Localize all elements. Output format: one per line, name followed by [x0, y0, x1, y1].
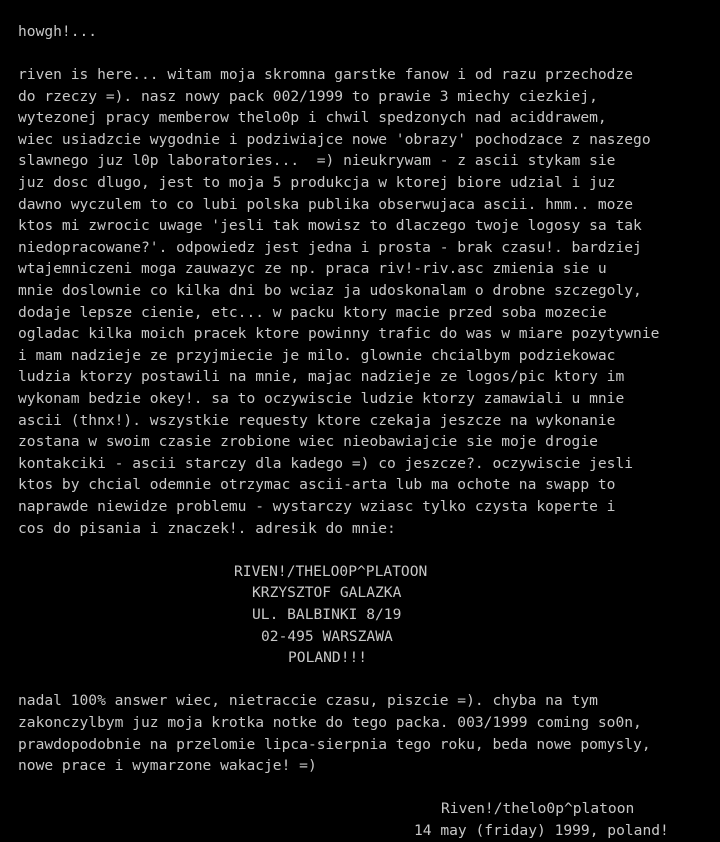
closing-line: nowe prace i wymarzone wakacje! =): [18, 757, 317, 774]
body-line: ascii (thnx!). wszystkie requesty ktore czekaja jeszcze na wykonanie: [18, 412, 616, 429]
body-line: naprawde niewidze problemu - wystarczy wziasc tylko czysta koperte i: [18, 498, 616, 515]
body-line: dawno wyczulem to co lubi polska publika obserwujaca ascii. hmm.. moze: [18, 196, 634, 213]
body-line: wtajemniczeni moga zauwazyc ze np. praca riv!-riv.asc zmienia sie u: [18, 260, 607, 277]
body-line: slawnego juz l0p laboratories... =) nieukrywam - z ascii stykam sie: [18, 152, 616, 169]
body-line: kontakciki - ascii starczy dla kadego =) co jeszcze?. oczywiscie jesli: [18, 455, 634, 472]
body-line: mnie doslownie co kilka dni bo wciaz ja udoskonalam o drobne szczegoly,: [18, 282, 642, 299]
body-line: ludzia ktorzy postawili na mnie, majac nadzieje ze logos/pic ktory im: [18, 368, 625, 385]
body-line: ktos mi zwrocic uwage 'jesli tak mowisz to dlaczego twoje logosy sa tak: [18, 217, 642, 234]
body-line: i mam nadzieje ze przyjmiecie je milo. glownie chcialbym podziekowac: [18, 347, 616, 364]
body-line: riven is here... witam moja skromna garstke fanow i od razu przechodze: [18, 66, 634, 83]
address-line-country: POLAND!!!: [288, 649, 368, 666]
body-line: dodaje lepsze cienie, etc... w packu ktory macie przed soba mozecie: [18, 304, 607, 321]
address-line-street: UL. BALBINKI 8/19: [252, 606, 402, 623]
body-line: ogladac kilka moich pracek ktore powinny trafic do was w miare pozytywnie: [18, 325, 660, 342]
body-line: ktos by chcial odemnie otrzymac ascii-arta lub ma ochote na swapp to: [18, 476, 616, 493]
body-line: niedopracowane?'. odpowiedz jest jedna i prosta - brak czasu!. bardziej: [18, 239, 642, 256]
signature-date: 14 may (friday) 1999, poland!: [414, 822, 669, 839]
body-line: wytezonej pracy memberow thelo0p i chwil spedzonych nad aciddrawem,: [18, 109, 607, 126]
address-line-city: 02-495 WARSZAWA: [261, 628, 393, 645]
body-line: do rzeczy =). nasz nowy pack 002/1999 to prawie 3 miechy ciezkiej,: [18, 88, 598, 105]
body-line: juz dosc dlugo, jest to moja 5 produkcja w ktorej biore udzial i juz: [18, 174, 616, 191]
closing-line: prawdopodobnie na przelomie lipca-sierpnia tego roku, beda nowe pomysly,: [18, 736, 651, 753]
body-line: wykonam bedzie okey!. sa to oczywiscie ludzie ktorzy zamawiali u mnie: [18, 390, 625, 407]
greeting-line: howgh!...: [18, 23, 98, 40]
closing-line: nadal 100% answer wiec, nietraccie czasu, piszcie =). chyba na tym: [18, 692, 598, 709]
address-line-person: KRZYSZTOF GALAZKA: [252, 584, 402, 601]
body-line: cos do pisania i znaczek!. adresik do mnie:: [18, 520, 396, 537]
address-line-name: RIVEN!/THELO0P^PLATOON: [234, 563, 428, 580]
signature-name: Riven!/thelo0p^platoon: [441, 800, 635, 817]
body-line: zostana w swoim czasie zrobione wiec nieobawiajcie sie moje drogie: [18, 433, 598, 450]
body-line: wiec usiadzcie wygodnie i podziwiajce nowe 'obrazy' pochodzace z naszego: [18, 131, 651, 148]
closing-line: zakonczylbym juz moja krotka notke do tego packa. 003/1999 coming so0n,: [18, 714, 642, 731]
